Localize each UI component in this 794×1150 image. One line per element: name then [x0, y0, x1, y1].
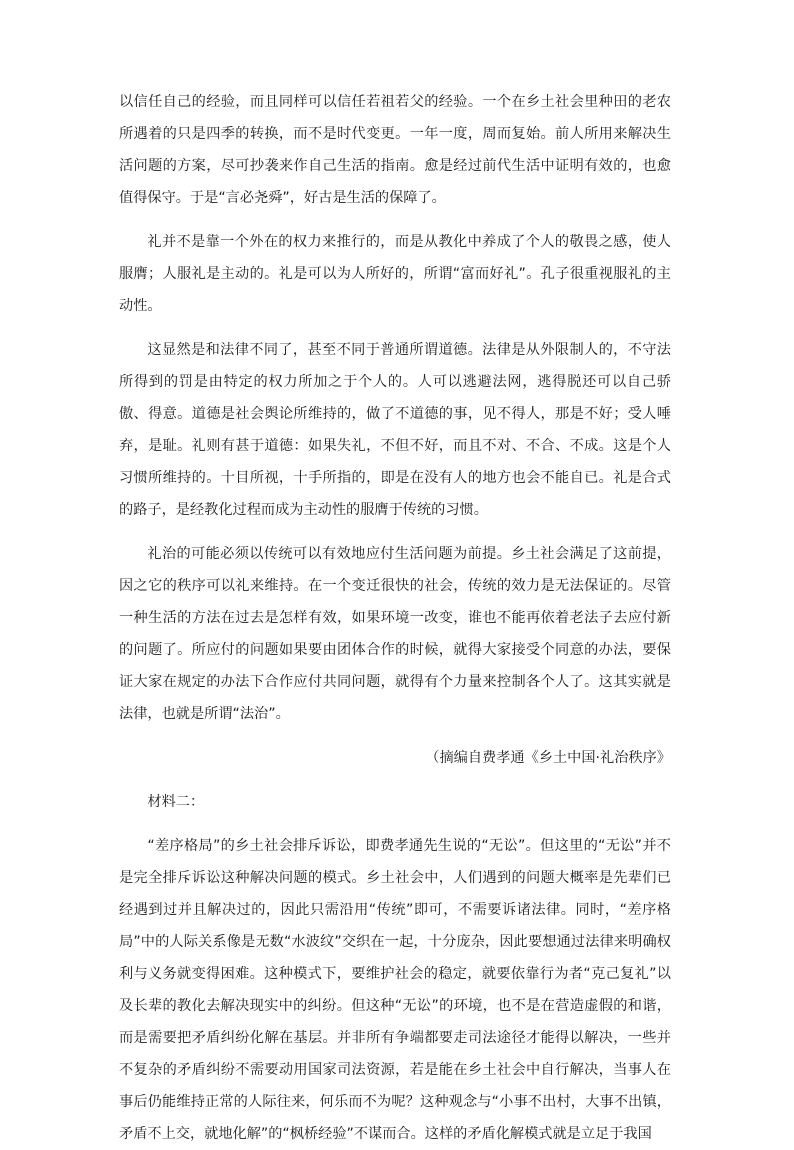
document-body	[119, 86, 671, 1150]
paragraph-3: 这显然是和法律不同了，甚至不同于普通所谓道德。法律是从外限制人的，不守法所得到的罚是由特定的权力所加之于个人的。人可以逃避法网，逃得脱还可以自己骄傲、得意。道德是社会舆论所维持的，做了不道德的事，见不得人，那是不好；受人唾弃，是耻。礼则有甚于道德：如果失礼，不但不好，而且不对、不合、不成。这是个人习惯所维持的。十目所视，十手所指的，即是在没有人的地方也会不能自已。礼是合式的路子，是经教化过程而成为主动性的服膺于传统的习惯。	[119, 342, 671, 518]
paragraph-2: 礼并不是靠一个外在的权力来推行的，而是从教化中养成了个人的敬畏之感，使人服膺；人服礼是主动的。礼是可以为人所好的，所谓“富而好礼”。孔子很重视服礼的主动性。	[119, 234, 671, 314]
material-heading: 材料二：	[147, 794, 205, 810]
paragraph-4: 礼治的可能必须以传统可以有效地应付生活问题为前提。乡土社会满足了这前提，因之它的秩序可以礼来维持。在一个变迁很快的社会，传统的效力是无法保证的。尽管一种生活的方法在过去是怎样有效，如果环境一改变，谁也不能再依着老法子去应付新的问题了。所应付的问题如果要由团体合作的时候，就得大家接受个同意的办法，要保证大家在规定的办法下合作应付共同问题，就得有个力量来控制各个人了。这其实就是法律，也就是所谓“法治”。	[119, 546, 671, 722]
paragraph-1: 以信任自己的经验，而且同样可以信任若祖若父的经验。一个在乡土社会里种田的老农所遇着的只是四季的转换，而不是时代变更。一年一度，周而复始。前人所用来解决生活问题的方案，尽可抄袭来作自己生活的指南。愈是经过前代生活中证明有效的，也愈值得保守。于是“言必尧舜”，好古是生活的保障了。	[119, 94, 671, 206]
material-paragraph: “差序格局”的乡土社会排斥诉讼，即费孝通先生说的“无讼”。但这里的“无讼”并不是完全排斥诉讼这种解决问题的模式。乡土社会中，人们遇到的问题大概率是先辈们已经遇到过并且解决过的，因此只需沿用“传统”即可，不需要诉诸法律。同时，“差序格局”中的人际关系像是无数“水波纹”交织在一起，十分庞杂，因此要想通过法律来明确权利与义务就变得困难。这种模式下，要维护社会的稳定，就要依靠行为者“克己复礼”以及长辈的教化去解决现实中的纠纷。但这种“无讼”的环境，也不是在营造虚假的和谐，而是需要把矛盾纠纷化解在基层。并非所有争端都要走司法途径才能得以解决，一些并不复杂的矛盾纠纷不需要动用国家司法资源，若是能在乡土社会中自行解决，当事人在事后仍能维持正常的人际往来，何乐而不为呢？这种观念与“小事不出村，大事不出镇，矛盾不上交，就地化解”的“枫桥经验”不谋而合。这样的矛盾化解模式就是立足于我国	[119, 838, 671, 1142]
source-citation: （摘编自费孝通《乡土中国·礼治秩序》	[425, 750, 671, 766]
